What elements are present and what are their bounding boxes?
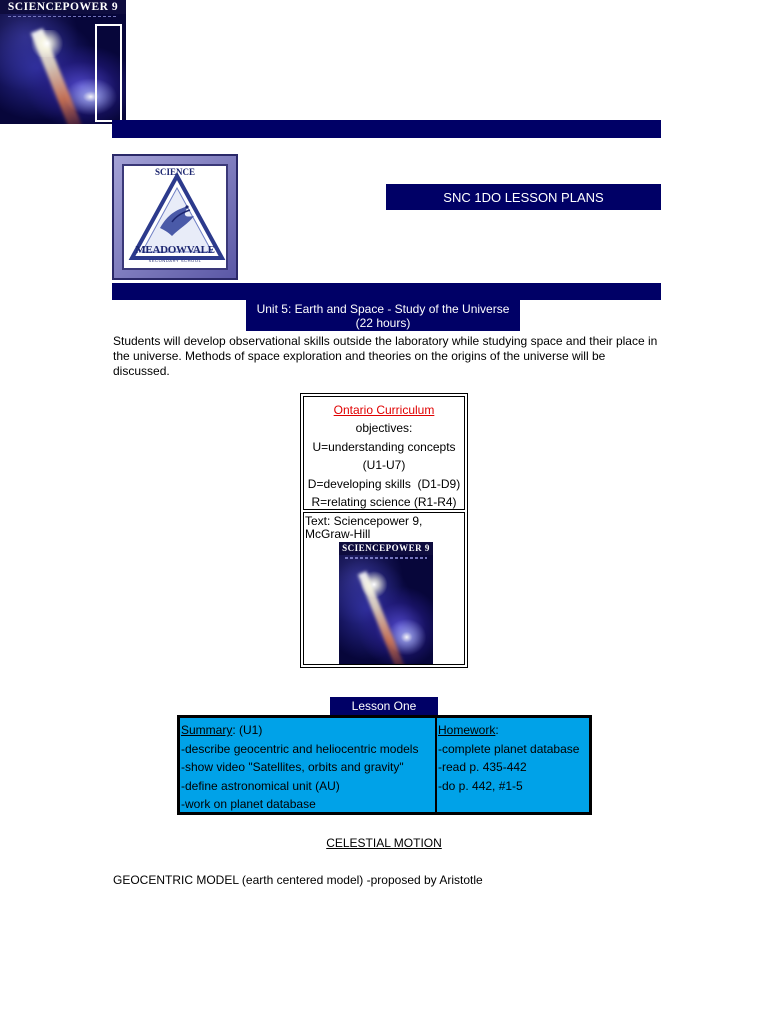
- curriculum-objectives-cell: [303, 396, 465, 510]
- middle-divider-bar: [112, 283, 661, 300]
- top-divider-bar: [112, 120, 661, 138]
- objectives-line: R=relating science (R1-R4): [311, 495, 457, 510]
- homework-item: -complete planet database: [438, 741, 580, 756]
- ontario-curriculum-link[interactable]: Ontario Curriculum: [333, 403, 435, 417]
- objectives-line: objectives:: [355, 421, 413, 436]
- homework-item: -do p. 442, #1-5: [438, 778, 523, 793]
- summary-item: -work on planet database: [181, 797, 316, 811]
- unit-title-box: [246, 300, 520, 331]
- cover-title: SCIENCEPOWER 9: [7, 1, 119, 13]
- textbook-cell: [303, 512, 465, 665]
- unit-title: Unit 5: Earth and Space - Study of the Universe: [256, 302, 510, 316]
- logo-top-text: SCIENCE: [154, 167, 195, 177]
- homework-item: -read p. 435-442: [438, 760, 527, 774]
- homework-link[interactable]: Homework: [438, 723, 496, 737]
- summary-link[interactable]: Summary: [181, 723, 233, 737]
- summary-code: : (U1): [232, 723, 263, 737]
- eagle-triangle-icon: [124, 166, 230, 272]
- lesson-one-table: [177, 715, 592, 815]
- summary-item: -show video "Satellites, orbits and gravity": [181, 760, 404, 774]
- logo-bottom-text: MEADOWVALE: [135, 244, 215, 256]
- objectives-line: D=developing skills (D1-D9): [307, 476, 461, 491]
- summary-item: -describe geocentric and heliocentric models: [181, 741, 419, 756]
- unit-intro-paragraph: Students will develop observational skills outside the laboratory while studying space and their place in the universe. Methods of space exploration and theories on the origins of the universe will be discussed.: [113, 334, 658, 378]
- textbook-line: Text: Sciencepower 9,: [305, 514, 423, 528]
- unit-hours: (22 hours): [355, 316, 411, 330]
- celestial-motion-heading: CELESTIAL MOTION: [326, 836, 442, 850]
- textbook-cover-title: SCIENCEPOWER 9: [342, 543, 430, 553]
- summary-cell: [180, 718, 436, 812]
- geocentric-model-line: GEOCENTRIC MODEL (earth centered model) -proposed by Aristotle: [113, 873, 483, 887]
- summary-item: -define astronomical unit (AU): [181, 778, 340, 793]
- school-logo: [112, 154, 238, 280]
- sciencepower-cover-image: [0, 0, 126, 124]
- curriculum-table: [300, 393, 468, 668]
- textbook-cover-image: [339, 542, 433, 664]
- lesson-plans-title: SNC 1DO LESSON PLANS: [386, 184, 661, 210]
- textbook-publisher: McGraw-Hill: [305, 527, 371, 541]
- objectives-line: (U1-U7): [362, 458, 406, 473]
- homework-cell: [437, 718, 589, 812]
- lesson-one-label: Lesson One: [330, 697, 438, 715]
- objectives-line: U=understanding concepts: [312, 439, 456, 454]
- logo-small-text: SECONDARY SCHOOL: [148, 258, 202, 263]
- homework-colon: :: [495, 723, 499, 737]
